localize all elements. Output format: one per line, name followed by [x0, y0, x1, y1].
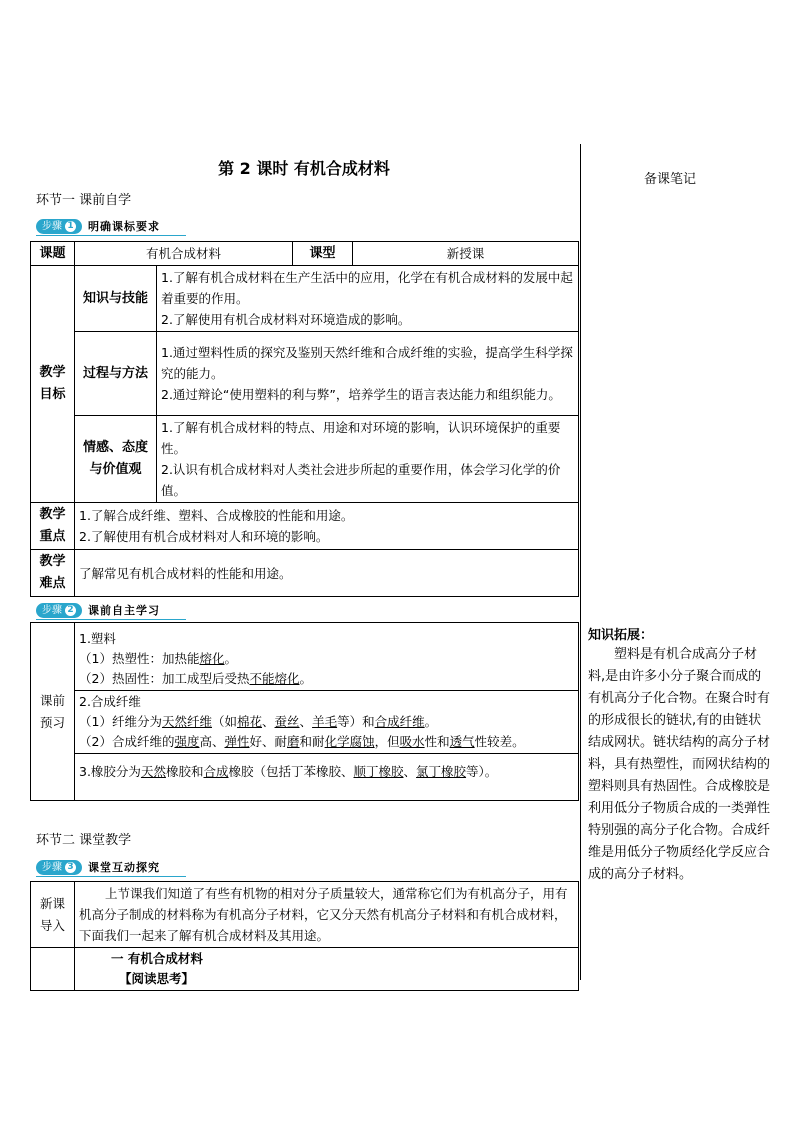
step-number: 3	[65, 862, 76, 873]
step-number: 2	[65, 605, 76, 616]
preview-content	[75, 623, 579, 801]
preview-label: 课前预习	[31, 623, 75, 801]
fiber-title: 2.合成纤维	[79, 693, 141, 709]
section-heading-2: 环节二 课堂教学	[36, 833, 132, 848]
goals-label: 教学目标	[31, 266, 75, 503]
goal-line: 2.认识有机合成材料对人类社会进步所起的重要作用，体会学习化学的价值。	[161, 462, 561, 498]
step-1-heading	[36, 217, 160, 235]
section-heading-1: 环节一 课前自学	[36, 193, 132, 208]
step-label: 明确课标要求	[88, 220, 160, 233]
goal-line: 2.通过辩论“使用塑料的利与弊”，培养学生的语言表达能力和组织能力。	[161, 387, 561, 402]
fiber-block	[75, 691, 578, 754]
page-title: 第 2 课时 有机合成材料	[218, 159, 390, 178]
side-header: 备课笔记	[643, 172, 696, 187]
goal-label-attitude: 情感、态度与价值观	[75, 416, 157, 503]
key-line: 1.了解合成纤维、塑料、合成橡胶的性能和用途。	[79, 508, 354, 523]
goal-content-attitude	[157, 416, 579, 503]
goal-label-knowledge: 知识与技能	[75, 266, 157, 332]
sub-section-title: 一 有机合成材料	[111, 951, 203, 966]
objectives-table	[30, 241, 579, 597]
step-badge: 步骤 2	[36, 603, 82, 618]
course-name: 有机合成材料	[75, 242, 293, 266]
step-underline	[36, 619, 186, 620]
rubber-block	[75, 754, 578, 796]
goal-content-process	[157, 332, 579, 416]
rubber-line: 3.橡胶分为天然橡胶和合成橡胶（包括丁苯橡胶、顺丁橡胶、氯丁橡胶等）。	[79, 763, 498, 779]
step-badge: 步骤 1	[36, 219, 82, 234]
type-header: 课型	[293, 242, 353, 266]
step-underline	[36, 235, 186, 236]
plastic-line-2: （2）热固性：加工成型后受热不能熔化。	[79, 670, 312, 686]
goal-line: 1.了解有机合成材料在生产生活中的应用，化学在有机合成材料的发展中起着重要的作用。	[161, 270, 573, 306]
sub-section-cell	[75, 948, 579, 991]
step-3-heading	[36, 858, 160, 876]
empty-cell	[31, 948, 75, 991]
preview-table	[30, 622, 579, 801]
course-header: 课题	[31, 242, 75, 266]
step-underline	[36, 876, 186, 877]
type-value: 新授课	[353, 242, 579, 266]
difficulty-label: 教学难点	[31, 550, 75, 597]
knowledge-extension-body: 塑料是有机合成高分子材料,是由许多小分子聚合而成的有机高分子化合物。在聚合时有的形成很长的链状,有的由链状结成网状。链状结构的高分子材料，具有热塑性，而网状结构的塑料则具有热固性。合成橡胶是利用低分子物质合成的一类弹性特别强的高分子化合物。合成纤维是用低分子物质经化学反应合成的高分子材料。	[588, 647, 771, 882]
goal-line: 1.通过塑料性质的探究及鉴别天然纤维和合成纤维的实验，提高学生科学探究的能力。	[161, 345, 573, 381]
key-points-label: 教学重点	[31, 503, 75, 550]
fiber-line-2: （2）合成纤维的强度高、弹性好、耐磨和耐化学腐蚀，但吸水性和透气性较差。	[79, 733, 525, 749]
step-badge: 步骤 3	[36, 860, 82, 875]
step-2-heading	[36, 601, 160, 619]
intro-label: 新课导入	[31, 882, 75, 948]
step-label: 课前自主学习	[88, 604, 160, 617]
fiber-line-1: （1）纤维分为天然纤维（如棉花、蚕丝、羊毛等）和合成纤维。	[79, 713, 438, 729]
plastic-title: 1.塑料	[79, 630, 116, 646]
intro-text: 上节课我们知道了有些有机物的相对分子质量较大，通常称它们为有机高分子，用有机高分子制成的材料称为有机高分子材料，它又分天然有机高分子材料和有机合成材料，下面我们一起来了解有机合成材料及其用途。	[75, 882, 579, 948]
goal-line: 1.了解有机合成材料的特点、用途和对环境的影响，认识环境保护的重要性。	[161, 420, 561, 456]
step-label: 课堂互动探究	[88, 861, 160, 874]
key-points-content	[75, 503, 579, 550]
difficulty-content: 了解常见有机合成材料的性能和用途。	[75, 550, 579, 597]
knowledge-extension-title: 知识拓展：	[588, 628, 654, 643]
key-line: 2.了解使用有机合成材料对人和环境的影响。	[79, 529, 329, 544]
read-think-label: 【阅读思考】	[119, 971, 195, 986]
column-divider	[580, 144, 581, 980]
goal-label-process: 过程与方法	[75, 332, 157, 416]
step-number: 1	[65, 221, 76, 232]
classroom-table	[30, 881, 579, 991]
goal-content-knowledge	[157, 266, 579, 332]
plastic-line-1: （1）热塑性：加热能熔化。	[79, 650, 237, 666]
goal-line: 2.了解使用有机合成材料对环境造成的影响。	[161, 312, 411, 327]
plastic-block	[75, 628, 578, 691]
